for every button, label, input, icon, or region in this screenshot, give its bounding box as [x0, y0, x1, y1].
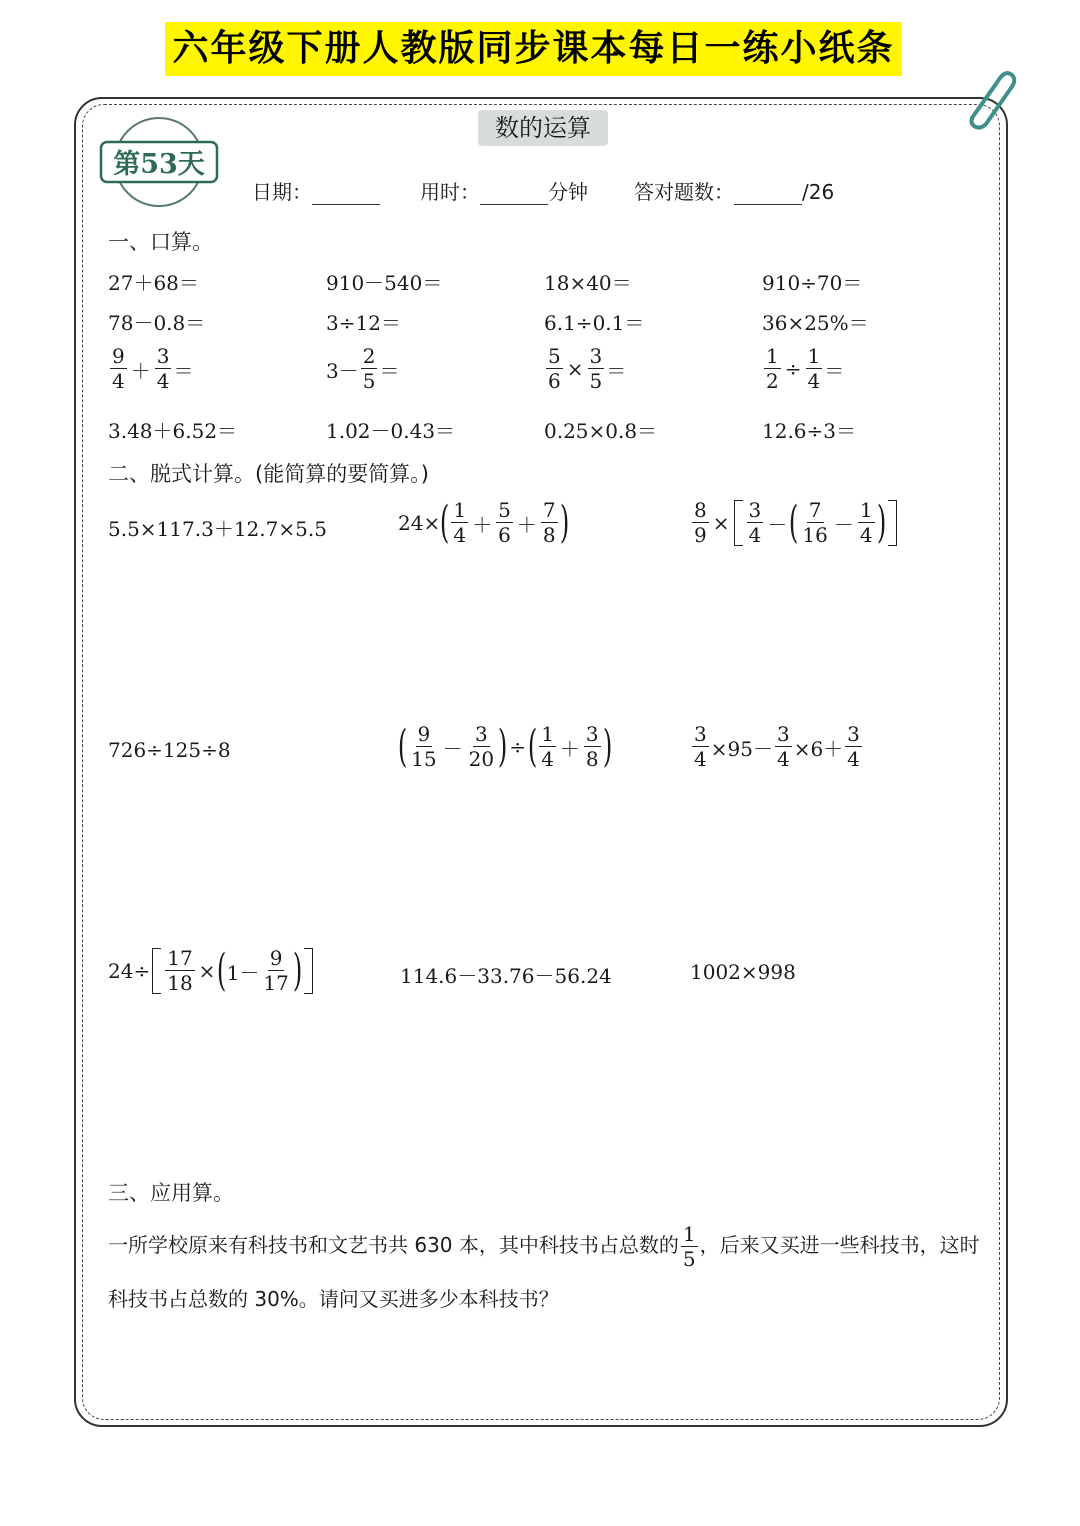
oral-1-2: 910－540＝ — [326, 271, 443, 295]
score-field: 答对题数： /26 — [634, 180, 835, 204]
date-field: 日期： — [252, 176, 380, 205]
oral-4-3: 0.25×0.8＝ — [544, 419, 658, 443]
oral-2-4: 36×25%＝ — [762, 311, 869, 335]
oral-2-2: 3÷12＝ — [326, 311, 401, 335]
written-4: 726÷125÷8 — [108, 738, 231, 762]
oral-1-4: 910÷70＝ — [762, 271, 863, 295]
written-3: $\frac{8}{9}$ × $\frac{3}{4}$ － ( $\frac{7}{16}$ － $\frac{1}{4}$ ) — [690, 500, 899, 546]
oral-3-4: $\frac{1}{2}$ ÷ $\frac{1}{4}$ ＝ — [766, 344, 845, 393]
oral-4-2: 1.02－0.43＝ — [326, 419, 456, 443]
oral-1-1: 27＋68＝ — [108, 271, 199, 295]
written-8: 114.6－33.76－56.24 — [400, 964, 612, 988]
written-9: 1002×998 — [690, 960, 796, 984]
section-applied-heading: 三、应用算。 — [108, 1181, 234, 1205]
day-badge-text: 第53天 — [113, 149, 205, 180]
oral-2-1: 78－0.8＝ — [108, 311, 206, 335]
written-1: 5.5×117.3＋12.7×5.5 — [108, 517, 327, 541]
oral-3-1: $\frac{9}{4}$ ＋ $\frac{3}{4}$ ＝ — [112, 344, 194, 393]
day-badge — [99, 114, 219, 210]
written-2: 24× ( $\frac{1}{4}$ ＋ $\frac{5}{6}$ ＋ $\frac{7}{8}$ ) — [398, 497, 569, 548]
banner-title: 六年级下册人教版同步课本每日一练小纸条 — [165, 22, 902, 76]
oral-4-1: 3.48＋6.52＝ — [108, 419, 238, 443]
time-field: 用时： 分钟 — [420, 180, 588, 204]
oral-2-3: 6.1÷0.1＝ — [544, 311, 645, 335]
section-oral-heading: 一、口算。 — [108, 230, 213, 254]
oral-3-2: 3－ $\frac{2}{5}$ ＝ — [326, 344, 400, 393]
written-5: ( $\frac{9}{15}$ － $\frac{3}{20}$ ) ÷ ( $\frac{1}{4}$ ＋ $\frac{3}{8}$ ) — [397, 721, 612, 772]
oral-4-4: 12.6÷3＝ — [762, 419, 857, 443]
oral-1-3: 18×40＝ — [544, 271, 632, 295]
section-written-heading: 二、脱式计算。(能简算的要简算。) — [108, 462, 429, 486]
topic-label: 数的运算 — [478, 110, 608, 146]
word-problem: 一所学校原来有科技书和文艺书共 630 本，其中科技书占总数的 $\frac{1}{5}$ ，后来又买进一些科技书，这时科技书占总数的 30%。请问又买进多少本科技书？ — [108, 1221, 980, 1311]
oral-3-3: $\frac{5}{6}$ × $\frac{3}{5}$ ＝ — [548, 344, 627, 393]
written-7: 24÷ $\frac{17}{18}$ × ( 1－ $\frac{9}{17}$ ) — [108, 948, 315, 994]
written-6: $\frac{3}{4}$ ×95－ $\frac{3}{4}$ ×6＋ $\frac{3}{4}$ — [694, 722, 860, 771]
paperclip-icon — [958, 66, 1016, 130]
